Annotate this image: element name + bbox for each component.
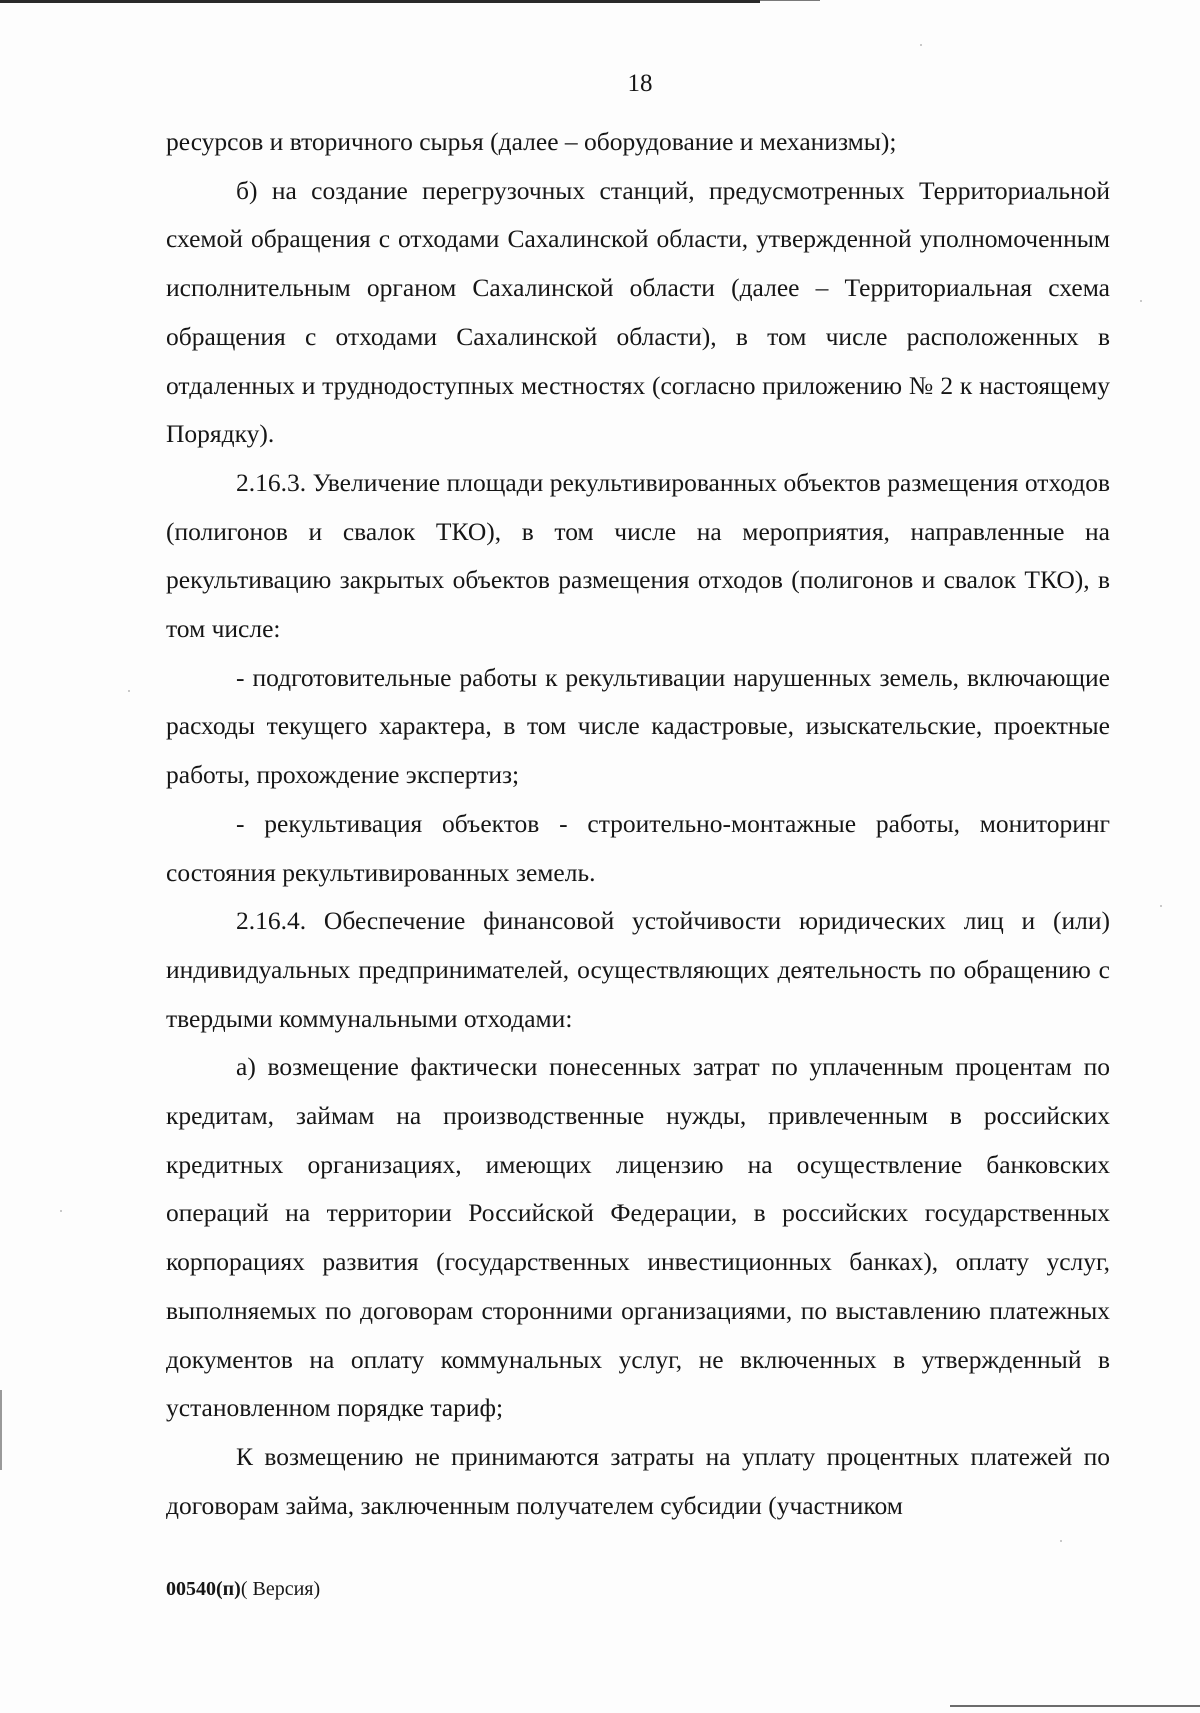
paragraph-continuation: ресурсов и вторичного сырья (далее – оборудование и механизмы); [166, 127, 897, 156]
scan-speck [920, 44, 922, 46]
paragraph-reimbursement-exclusion: К возмещению не принимаются затраты на уплату процентных платежей по договорам займа, заключенным получателем субсидии (участником [166, 1441, 1110, 1520]
page-number: 18 [627, 70, 653, 97]
scan-speck [1060, 1540, 1062, 1542]
paragraph-item-b: б) на создание перегрузочных станций, предусмотренных Территориальной схемой обращения с отходами Сахалинской области, утвержденной уполномоченным исполнительным органом Сахалинской области (далее – Территориальная схема обращения с отходами Сахалинской области), в том числе расположенных в отдаленных и труднодоступных местностях (согласно приложению № 2 к настоящему Порядку). [166, 175, 1110, 449]
bottom-border-line [950, 1705, 1200, 1707]
document-version: ( Версия) [240, 1578, 321, 1600]
document-body [166, 118, 1110, 1530]
paragraph-2-16-3: 2.16.3. Увеличение площади рекультивированных объектов размещения отходов (полигонов и свалок ТКО), в том числе на мероприятия, направленные на рекультивацию закрытых объектов размещения отходов (полигонов и свалок ТКО), в том числе: [166, 467, 1110, 644]
scan-speck [1160, 905, 1162, 907]
scan-speck [60, 1210, 62, 1212]
paragraph-2-16-4: 2.16.4. Обеспечение финансовой устойчивости юридических лиц и (или) индивидуальных предпринимателей, осуществляющих деятельность по обращению с твердыми коммунальными отходами: [166, 906, 1110, 1033]
paragraph-bullet-preparatory-works: - подготовительные работы к рекультивации нарушенных земель, включающие расходы текущего характера, в том числе кадастровые, изыскательские, проектные работы, прохождение экспертиз; [166, 662, 1110, 790]
scan-speck [128, 690, 130, 692]
scan-speck [1140, 300, 1142, 302]
document-code: 00540(п) [166, 1578, 241, 1600]
paragraph-bullet-recultivation: - рекультивация объектов - строительно-монтажные работы, мониторинг состояния рекультивированных земель. [166, 808, 1110, 887]
top-border-line-thin [760, 0, 820, 1]
document-footer [166, 1578, 320, 1601]
paragraph-item-a: а) возмещение фактически понесенных затрат по уплаченным процентам по кредитам, займам на производственные нужды, привлеченным в российских кредитных организациях, имеющих лицензию на осуществление банковских операций на территории Российской Федерации, в российских государственных корпорациях развития (государственных инвестиционных банках), оплату услуг, выполняемых по договорам сторонними организациями, по выставлению платежных документов на оплату коммунальных услуг, не включенных в утвержденный в установленном порядке тариф; [166, 1052, 1110, 1423]
top-border-line [0, 0, 760, 3]
left-scan-edge [0, 1390, 2, 1470]
